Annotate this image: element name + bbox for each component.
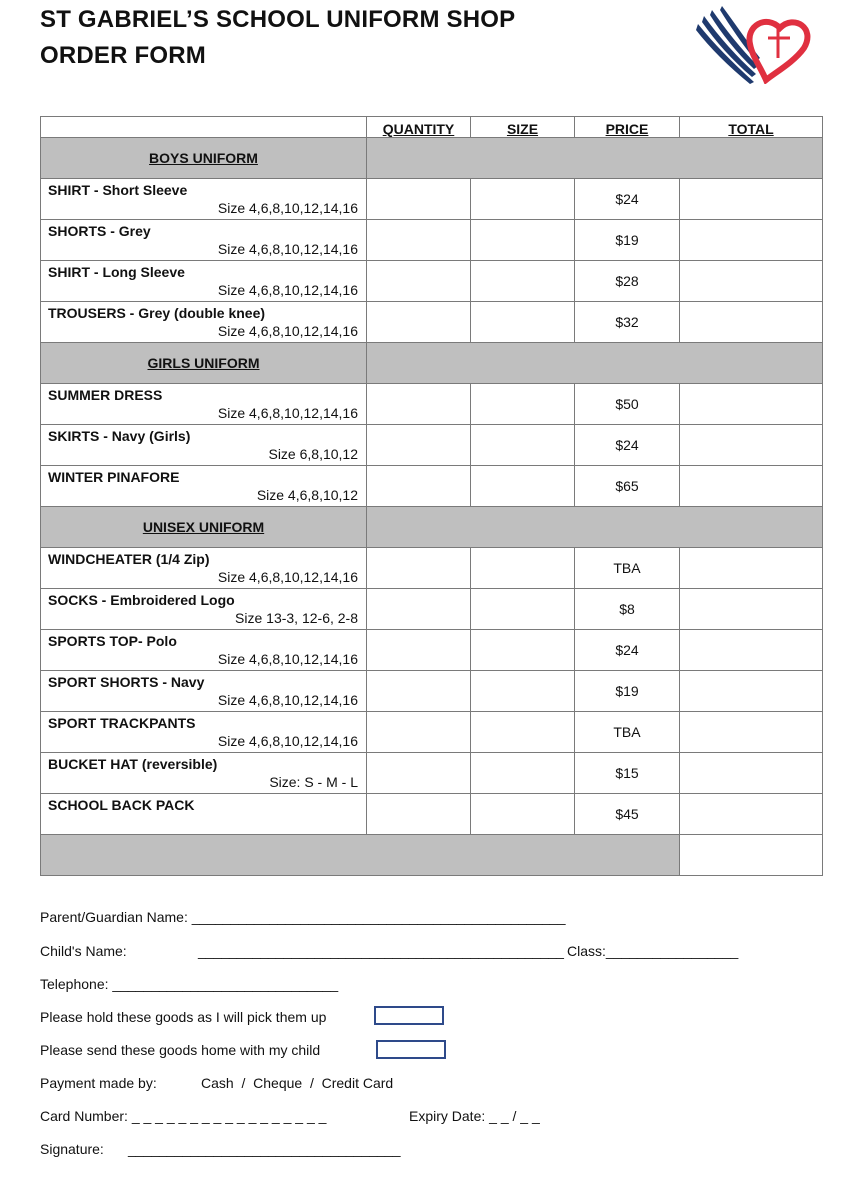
total-cell[interactable] bbox=[680, 548, 823, 589]
item-cell bbox=[41, 548, 367, 589]
total-cell[interactable] bbox=[680, 302, 823, 343]
quantity-cell[interactable] bbox=[367, 179, 471, 220]
table-row bbox=[41, 425, 823, 466]
quantity-cell[interactable] bbox=[367, 548, 471, 589]
quantity-cell[interactable] bbox=[367, 589, 471, 630]
item-cell bbox=[41, 794, 367, 835]
section-fill bbox=[367, 507, 823, 548]
grand-total-cell[interactable] bbox=[680, 835, 823, 876]
order-table bbox=[40, 116, 823, 876]
price-cell: $32 bbox=[575, 302, 680, 343]
expiry-date-blank[interactable]: _ _ / _ _ bbox=[489, 1108, 540, 1124]
grand-total-fill bbox=[41, 835, 680, 876]
child-name-blank[interactable]: _______________________________________________ bbox=[198, 943, 564, 959]
total-cell[interactable] bbox=[680, 671, 823, 712]
price-cell: $24 bbox=[575, 630, 680, 671]
size-cell[interactable] bbox=[471, 261, 575, 302]
total-cell[interactable] bbox=[680, 261, 823, 302]
item-sizes: Size 4,6,8,10,12,14,16 bbox=[217, 651, 358, 667]
size-cell[interactable] bbox=[471, 466, 575, 507]
card-number-label: Card Number: bbox=[40, 1108, 128, 1124]
total-cell[interactable] bbox=[680, 794, 823, 835]
item-sizes: Size 4,6,8,10,12,14,16 bbox=[217, 241, 358, 257]
column-header-size: SIZE bbox=[471, 117, 575, 138]
send-goods-checkbox[interactable] bbox=[376, 1040, 446, 1059]
total-cell[interactable] bbox=[680, 753, 823, 794]
table-row bbox=[41, 794, 823, 835]
size-cell[interactable] bbox=[471, 302, 575, 343]
parent-guardian-label: Parent/Guardian Name: bbox=[40, 909, 188, 925]
grand-total-row bbox=[41, 835, 823, 876]
table-row bbox=[41, 589, 823, 630]
price-cell: $24 bbox=[575, 425, 680, 466]
price-cell: $24 bbox=[575, 179, 680, 220]
class-blank[interactable]: _________________ bbox=[605, 943, 739, 959]
card-number-field[interactable] bbox=[40, 1108, 326, 1124]
item-cell bbox=[41, 712, 367, 753]
school-crest-heart-wing-icon bbox=[694, 4, 812, 84]
size-cell[interactable] bbox=[471, 548, 575, 589]
item-name: SHIRT - Short Sleeve bbox=[48, 182, 188, 198]
quantity-cell[interactable] bbox=[367, 220, 471, 261]
section-row-boys bbox=[41, 138, 823, 179]
item-name: SCHOOL BACK PACK bbox=[48, 797, 195, 813]
item-name: WINDCHEATER (1/4 Zip) bbox=[48, 551, 210, 567]
signature-blank[interactable]: ___________________________________ bbox=[128, 1141, 401, 1157]
title-line-2: ORDER FORM bbox=[40, 42, 206, 69]
total-cell[interactable] bbox=[680, 179, 823, 220]
item-name: SPORTS TOP- Polo bbox=[48, 633, 177, 649]
section-fill bbox=[367, 138, 823, 179]
hold-goods-label: Please hold these goods as I will pick them up bbox=[40, 1009, 327, 1025]
price-cell: TBA bbox=[575, 712, 680, 753]
price-cell: $28 bbox=[575, 261, 680, 302]
price-cell: TBA bbox=[575, 548, 680, 589]
column-header-total: TOTAL bbox=[680, 117, 823, 138]
size-cell[interactable] bbox=[471, 179, 575, 220]
column-header-quantity: QUANTITY bbox=[367, 117, 471, 138]
item-cell bbox=[41, 425, 367, 466]
item-sizes: Size 4,6,8,10,12,14,16 bbox=[217, 282, 358, 298]
item-sizes: Size 4,6,8,10,12,14,16 bbox=[217, 200, 358, 216]
item-sizes: Size 4,6,8,10,12,14,16 bbox=[217, 569, 358, 585]
quantity-cell[interactable] bbox=[367, 384, 471, 425]
payment-options[interactable]: Cash / Cheque / Credit Card bbox=[201, 1075, 394, 1091]
section-row-girls bbox=[41, 343, 823, 384]
item-cell bbox=[41, 630, 367, 671]
item-sizes: Size 13-3, 12-6, 2-8 bbox=[235, 610, 358, 626]
size-cell[interactable] bbox=[471, 589, 575, 630]
item-name: BUCKET HAT (reversible) bbox=[48, 756, 218, 772]
telephone-field[interactable] bbox=[40, 976, 338, 992]
table-row bbox=[41, 220, 823, 261]
signature-label: Signature: bbox=[40, 1141, 104, 1157]
payment-label: Payment made by: bbox=[40, 1075, 157, 1091]
section-row-unisex bbox=[41, 507, 823, 548]
quantity-cell[interactable] bbox=[367, 794, 471, 835]
table-row bbox=[41, 302, 823, 343]
expiry-date-field[interactable] bbox=[409, 1108, 540, 1124]
form-title bbox=[40, 2, 515, 74]
item-cell bbox=[41, 384, 367, 425]
size-cell[interactable] bbox=[471, 425, 575, 466]
item-cell bbox=[41, 671, 367, 712]
table-row bbox=[41, 671, 823, 712]
quantity-cell[interactable] bbox=[367, 712, 471, 753]
size-cell[interactable] bbox=[471, 712, 575, 753]
item-name: SPORT SHORTS - Navy bbox=[48, 674, 205, 690]
price-cell: $15 bbox=[575, 753, 680, 794]
item-sizes: Size 4,6,8,10,12,14,16 bbox=[217, 405, 358, 421]
section-title: BOYS UNIFORM bbox=[41, 138, 367, 179]
table-row bbox=[41, 384, 823, 425]
size-cell[interactable] bbox=[471, 630, 575, 671]
class-field[interactable] bbox=[567, 943, 738, 959]
price-cell: $65 bbox=[575, 466, 680, 507]
price-cell: $50 bbox=[575, 384, 680, 425]
child-name-label: Child's Name: bbox=[40, 943, 127, 959]
section-fill bbox=[367, 343, 823, 384]
table-row bbox=[41, 179, 823, 220]
telephone-blank[interactable]: _____________________________ bbox=[112, 976, 339, 992]
price-cell: $8 bbox=[575, 589, 680, 630]
card-number-blank[interactable]: _ _ _ _ _ _ _ _ _ _ _ _ _ _ _ _ _ bbox=[131, 1108, 327, 1124]
parent-guardian-blank[interactable]: ________________________________________________ bbox=[191, 909, 566, 925]
quantity-cell[interactable] bbox=[367, 425, 471, 466]
total-cell[interactable] bbox=[680, 466, 823, 507]
hold-goods-checkbox[interactable] bbox=[374, 1006, 444, 1025]
price-cell: $19 bbox=[575, 671, 680, 712]
item-name: SOCKS - Embroidered Logo bbox=[48, 592, 235, 608]
item-sizes: Size: S - M - L bbox=[269, 774, 358, 790]
table-row bbox=[41, 630, 823, 671]
item-cell bbox=[41, 466, 367, 507]
item-name: SHORTS - Grey bbox=[48, 223, 151, 239]
quantity-cell[interactable] bbox=[367, 753, 471, 794]
table-row bbox=[41, 753, 823, 794]
table-row bbox=[41, 466, 823, 507]
size-cell[interactable] bbox=[471, 220, 575, 261]
section-title: GIRLS UNIFORM bbox=[41, 343, 367, 384]
item-name: WINTER PINAFORE bbox=[48, 469, 180, 485]
section-title: UNISEX UNIFORM bbox=[41, 507, 367, 548]
item-name: TROUSERS - Grey (double knee) bbox=[48, 305, 266, 321]
table-row bbox=[41, 261, 823, 302]
class-label: Class: bbox=[567, 943, 606, 959]
item-cell bbox=[41, 179, 367, 220]
item-name: SUMMER DRESS bbox=[48, 387, 163, 403]
item-cell bbox=[41, 220, 367, 261]
item-cell bbox=[41, 302, 367, 343]
quantity-cell[interactable] bbox=[367, 630, 471, 671]
quantity-cell[interactable] bbox=[367, 302, 471, 343]
send-goods-label: Please send these goods home with my child bbox=[40, 1042, 321, 1058]
total-cell[interactable] bbox=[680, 425, 823, 466]
expiry-date-label: Expiry Date: bbox=[409, 1108, 486, 1124]
table-row bbox=[41, 548, 823, 589]
total-cell[interactable] bbox=[680, 712, 823, 753]
column-header-price: PRICE bbox=[575, 117, 680, 138]
table-row bbox=[41, 712, 823, 753]
parent-guardian-field[interactable] bbox=[40, 909, 565, 925]
telephone-label: Telephone: bbox=[40, 976, 109, 992]
total-cell[interactable] bbox=[680, 384, 823, 425]
item-name: SPORT TRACKPANTS bbox=[48, 715, 196, 731]
header-blank-cell bbox=[41, 117, 367, 138]
price-cell: $45 bbox=[575, 794, 680, 835]
title-line-1: ST GABRIEL’S SCHOOL UNIFORM SHOP bbox=[40, 6, 516, 33]
price-cell: $19 bbox=[575, 220, 680, 261]
total-cell[interactable] bbox=[680, 630, 823, 671]
item-name: SKIRTS - Navy (Girls) bbox=[48, 428, 191, 444]
item-sizes: Size 4,6,8,10,12,14,16 bbox=[217, 733, 358, 749]
item-sizes: Size 4,6,8,10,12,14,16 bbox=[217, 692, 358, 708]
size-cell[interactable] bbox=[471, 753, 575, 794]
total-cell[interactable] bbox=[680, 589, 823, 630]
size-cell[interactable] bbox=[471, 794, 575, 835]
total-cell[interactable] bbox=[680, 220, 823, 261]
item-name: SHIRT - Long Sleeve bbox=[48, 264, 185, 280]
item-sizes: Size 4,6,8,10,12 bbox=[256, 487, 358, 503]
item-sizes: Size 4,6,8,10,12,14,16 bbox=[217, 323, 358, 339]
item-sizes: Size 6,8,10,12 bbox=[268, 446, 358, 462]
quantity-cell[interactable] bbox=[367, 466, 471, 507]
table-header-row bbox=[41, 117, 823, 138]
quantity-cell[interactable] bbox=[367, 671, 471, 712]
size-cell[interactable] bbox=[471, 384, 575, 425]
item-cell bbox=[41, 753, 367, 794]
size-cell[interactable] bbox=[471, 671, 575, 712]
item-cell bbox=[41, 589, 367, 630]
quantity-cell[interactable] bbox=[367, 261, 471, 302]
item-cell bbox=[41, 261, 367, 302]
